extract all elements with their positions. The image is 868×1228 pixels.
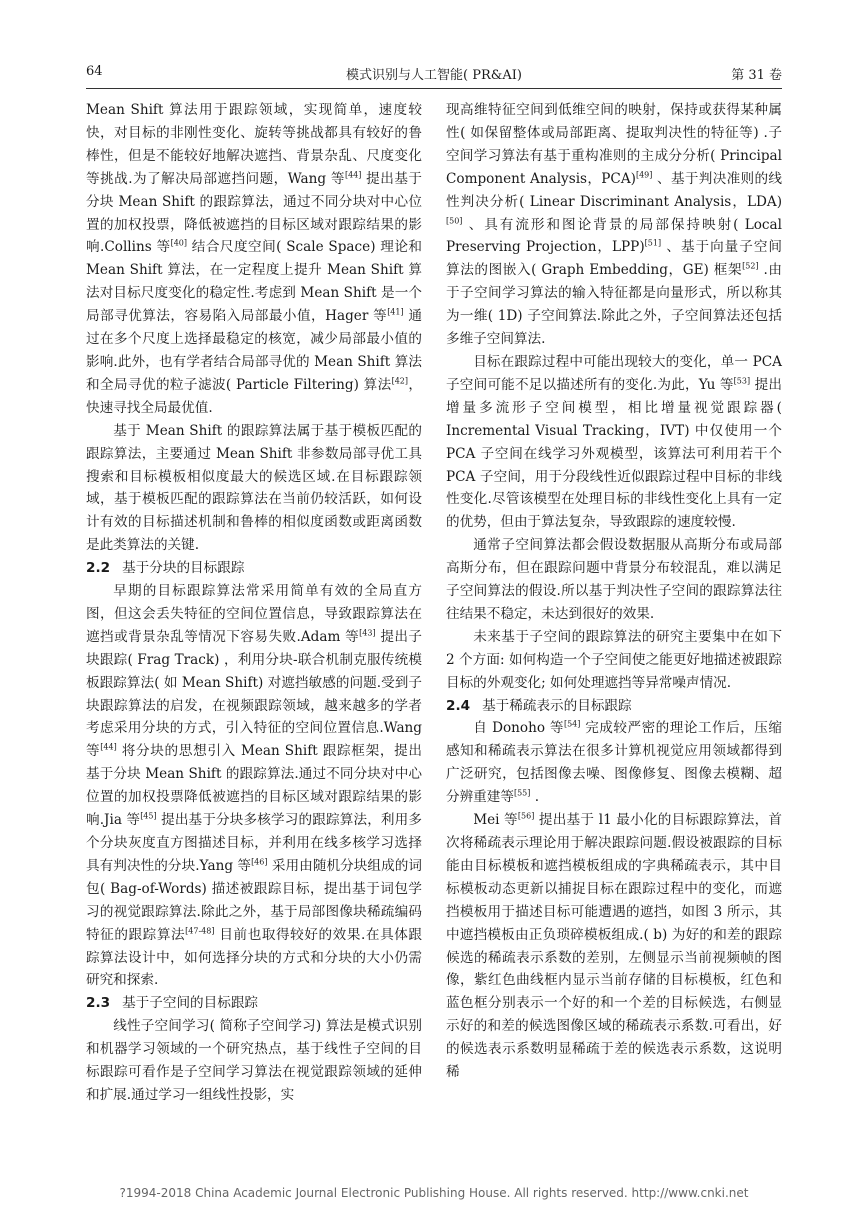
copyright-footer: ?1994-2018 China Academic Journal Electronic Publishing House. All rights reserved. http://www.cnki.net — [119, 1186, 749, 1200]
citation-marker: [40] — [170, 238, 187, 248]
journal-title: 模式识别与人工智能( PR&AI) — [346, 68, 522, 83]
paragraph: 早期的目标跟踪算法常采用简单有效的全局直方图，但这会丢失特征的空间位置信息，导致跟踪算法在遮挡或背景杂乱等情况下容易失败.Adam 等[43] 提出子块跟踪( Frag Track) ，利用分块-联合机制克服传统模板跟踪算法( 如 Mean Shift) 对遮挡敏感的问题.受到子块跟踪算法的启发，在视频跟踪领域，越来越多的学者考虑采用分块的方式，引入特征的空间位置信息.Wang 等[44] 将分块的思想引入 Mean Shift 跟踪框架，提出基于分块 Mean Shift 的跟踪算法.通过不同分块对中心位置的加权投票降低被遮挡的目标区域对跟踪结果的影响.Jia 等[45] 提出基于分块多核学习的跟踪算法，利用多个分块灰度直方图描述目标，并利用在线多核学习选择具有判决性的分块.Yang 等[46] 采用由随机分块组成的词包( Bag-of-Words) 描述被跟踪目标，提出基于词包学习的视觉跟踪算法.除此之外，基于局部图像块稀疏编码特征的跟踪算法[47-48] 目前也取得较好的效果.在具体跟踪算法设计中，如何选择分块的方式和分块的大小仍需研究和探索. — [86, 583, 423, 989]
paragraph: 目标在跟踪过程中可能出现较大的变化，单一 PCA 子空间可能不足以描述所有的变化.为此，Yu 等[53] 提出增量多流形子空间模型，相比增量视觉跟踪器( Incremental Visual Tracking，IVT) 中仅使用一个 PCA 子空间在线学习外观模型，该算法可利用若干个 PCA 子空间，用于分段线性近似跟踪过程中目标的非线性变化.尽管该模型在处理目标的非线性变化上具有一定的优势，但由于算法复杂，导致跟踪的速度较慢. — [446, 353, 782, 531]
citation-marker: [41] — [387, 307, 404, 317]
citation-marker: [43] — [359, 628, 376, 638]
citation-marker: [42] — [391, 376, 408, 386]
right-column — [446, 99, 782, 1084]
citation-marker: [47-48] — [185, 926, 215, 936]
paragraph: Mean Shift 算法用于跟踪领域，实现简单，速度较快，对目标的非刚性变化、旋转等挑战都具有较好的鲁棒性，但是不能较好地解决遮挡、背景杂乱、尺度变化等挑战.为了解决局部遮挡问题，Wang 等[44] 提出基于分块 Mean Shift 的跟踪算法，通过不同分块对中心位置的加权投票，降低被遮挡的目标区域对跟踪结果的影响.Collins 等[40] 结合尺度空间( Scale Space) 理论和 Mean Shift 算法，在一定程度上提升 Mean Shift 算法对目标尺度变化的稳定性.考虑到 Mean Shift 是一个局部寻优算法，容易陷入局部最小值，Hager 等[41] 通过在多个尺度上选择最稳定的核宽，减少局部最小值的影响.此外，也有学者结合局部寻优的 Mean Shift 算法和全局寻优的粒子滤波( Particle Filtering) 算法[42]，快速寻找全局最优值. — [86, 102, 422, 416]
paragraph: 基于 Mean Shift 的跟踪算法属于基于模板匹配的跟踪算法，主要通过 Mean Shift 非参数局部寻优工具搜索和目标模板相似度最大的候选区域.在目标跟踪领域，基于模板匹配的跟踪算法在当前仍较活跃，如何设计有效的目标描述机制和鲁棒的相似度函数或距离函数是此类算法的关键. — [86, 422, 422, 554]
citation-marker: [49] — [635, 170, 653, 180]
citation-marker: [53] — [733, 376, 751, 386]
section-heading-2-2: 2.2 基于分块的目标跟踪 — [86, 560, 245, 577]
paragraph: 未来基于子空间的跟踪算法的研究主要集中在如下 2 个方面: 如何构造一个子空间使之能更好地描述被跟踪目标的外观变化; 如何处理遮挡等异常噪声情况. — [446, 628, 782, 691]
citation-marker: [55] — [513, 788, 531, 798]
page-number: 64 — [86, 64, 103, 79]
paragraph: Mei 等[56] 提出基于 l1 最小化的目标跟踪算法，首次将稀疏表示理论用于解决跟踪问题.假设被跟踪的目标能由目标模板和遮挡模板组成的字典稀疏表示，其中目标模板动态更新以捕捉目标在跟踪过程中的变化，而遮挡模板用于描述目标可能遭遇的遮挡，如图 3 所示，其中遮挡模板由正负琐碎模板组成.( b) 为好的和差的跟踪候选的稀疏表示系数的差别，左侧显示当前视频帧的图像，紫红色曲线框内显示当前存储的目标模板，红色和蓝色框分别表示一个好的和一个差的目标候选，右侧显示好的和差的候选图像区域的稀疏表示系数.可看出，好的候选表示系数明显稀疏于差的候选表示系数，这说明稀 — [446, 811, 782, 1081]
citation-marker: [46] — [251, 857, 268, 867]
paragraph: 通常子空间算法都会假设数据服从高斯分布或局部高斯分布，但在跟踪问题中背景分布较混乱，难以满足子空间算法的假设.所以基于判决性子空间的跟踪算法往往结果不稳定，未达到很好的效果. — [446, 537, 782, 622]
paragraph: 自 Donoho 等[54] 完成较严密的理论工作后，压缩感知和稀疏表示算法在很多计算机视觉应用领域都得到广泛研究，包括图像去噪、图像修复、图像去模糊、超分辨重建等[55] . — [446, 719, 782, 806]
paragraph: 现高维特征空间到低维空间的映射，保持或获得某种属性( 如保留整体或局部距离、提取判决性的特征等) .子空间学习算法有基于重构准则的主成分分析( Principal Component Analysis，PCA)[49] 、基于判决准则的线性判决分析( Linear Discriminant Analysis，LDA)[50] 、具有流形和图论背景的局部保持映射( Local Preserving Projection，LPP)[51] 、基于向量子空间算法的图嵌入( Graph Embedding，GE) 框架[52] .由于子空间学习算法的输入特征都是向量形式，所以称其为一维( 1D) 子空间算法.除此之外，子空间算法还包括多维子空间算法. — [446, 102, 782, 348]
citation-marker: [54] — [563, 719, 581, 729]
citation-marker: [52] — [742, 261, 759, 271]
citation-marker: [44] — [100, 742, 117, 752]
citation-marker: [45] — [140, 811, 157, 821]
citation-marker: [50] — [446, 216, 463, 225]
citation-marker: [51] — [644, 238, 662, 248]
section-heading-2-3: 2.3 基于子空间的目标跟踪 — [86, 995, 259, 1012]
citation-marker: [56] — [517, 811, 535, 821]
volume-label: 第 31 卷 — [731, 68, 782, 83]
paragraph: 线性子空间学习( 简称子空间学习) 算法是模式识别和机器学习领域的一个研究热点，基于线性子空间的目标跟踪可看作是子空间学习算法在视觉跟踪领域的延伸和扩展.通过学习一组线性投影，实 — [86, 1018, 422, 1103]
left-column — [86, 99, 422, 1107]
citation-marker: [44] — [344, 170, 362, 180]
section-heading-2-4: 2.4 基于稀疏表示的目标跟踪 — [446, 697, 632, 714]
page-header — [86, 60, 782, 89]
